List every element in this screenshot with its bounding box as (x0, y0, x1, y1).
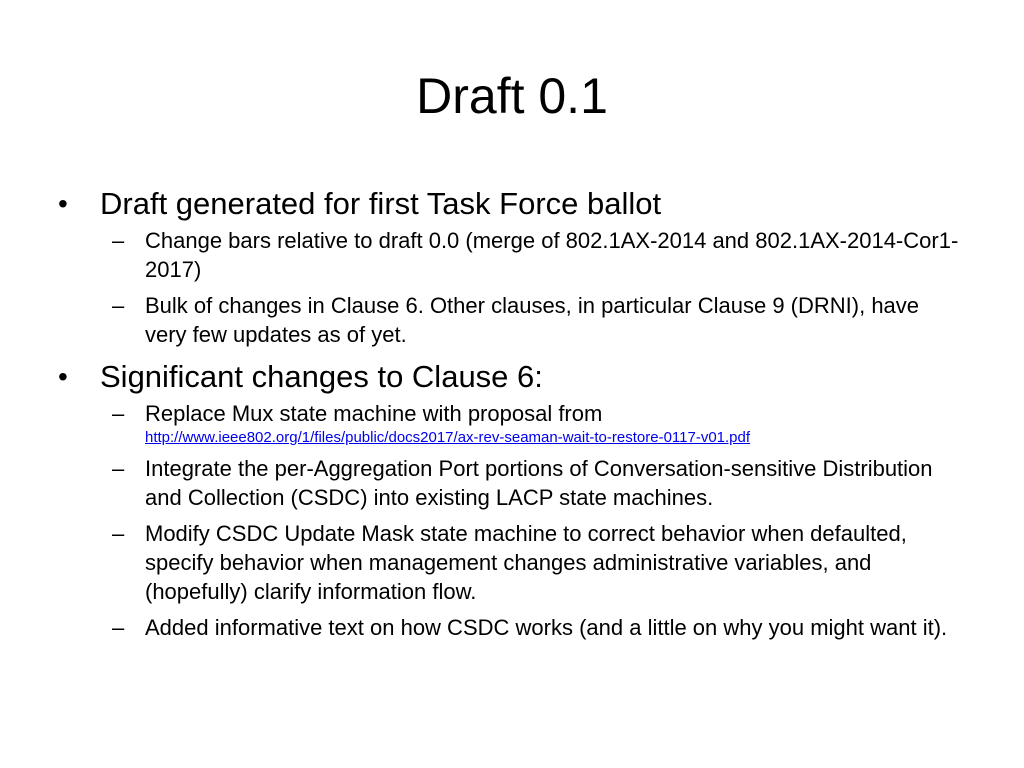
sub-bullet-1-1-text: Change bars relative to draft 0.0 (merge of 802.1AX-2014 and 802.1AX-2014-Cor1-2017) (145, 228, 959, 282)
sub-bullet-2-4-text: Added informative text on how CSDC works (and a little on why you might want it). (145, 615, 948, 640)
bullet-icon: • (58, 188, 68, 219)
bullet-2 (56, 357, 966, 397)
slide-body (56, 180, 966, 642)
sub-bullet-2-3-text: Modify CSDC Update Mask state machine to correct behavior when defaulted, specify behavior when management changes administrative variables, and (hopefully) clarify information flow. (145, 521, 907, 604)
sub-bullet-2-2-text: Integrate the per-Aggregation Port portions of Conversation-sensitive Distribution and Collection (CSDC) into existing LACP state machines. (145, 456, 933, 510)
dash-icon: – (112, 401, 125, 426)
sub-bullet-2-4 (56, 613, 966, 642)
sub-bullet-1-2-text: Bulk of changes in Clause 6. Other clauses, in particular Clause 9 (DRNI), have very few updates as of yet. (145, 293, 920, 347)
sub-bullet-2-1 (56, 399, 966, 447)
sub-bullet-1-1 (56, 226, 966, 284)
dash-icon: – (112, 228, 125, 253)
sub-bullet-2-2 (56, 454, 966, 512)
bullet-1-text: Draft generated for first Task Force ballot (100, 186, 662, 221)
sub-bullet-2-3 (56, 519, 966, 606)
bullet-icon: • (58, 361, 68, 392)
sub-bullet-1-2 (56, 291, 966, 349)
bullet-2-text: Significant changes to Clause 6: (100, 359, 543, 394)
dash-icon: – (112, 293, 125, 318)
bullet-1 (56, 184, 966, 224)
proposal-link[interactable]: http://www.ieee802.org/1/files/public/docs2017/ax-rev-seaman-wait-to-restore-0117-v01.pdf (145, 429, 751, 446)
sub-bullet-2-1-text: Replace Mux state machine with proposal from (145, 401, 603, 426)
dash-icon: – (112, 456, 125, 481)
dash-icon: – (112, 521, 125, 546)
slide-title: Draft 0.1 (416, 68, 608, 124)
dash-icon: – (112, 615, 125, 640)
